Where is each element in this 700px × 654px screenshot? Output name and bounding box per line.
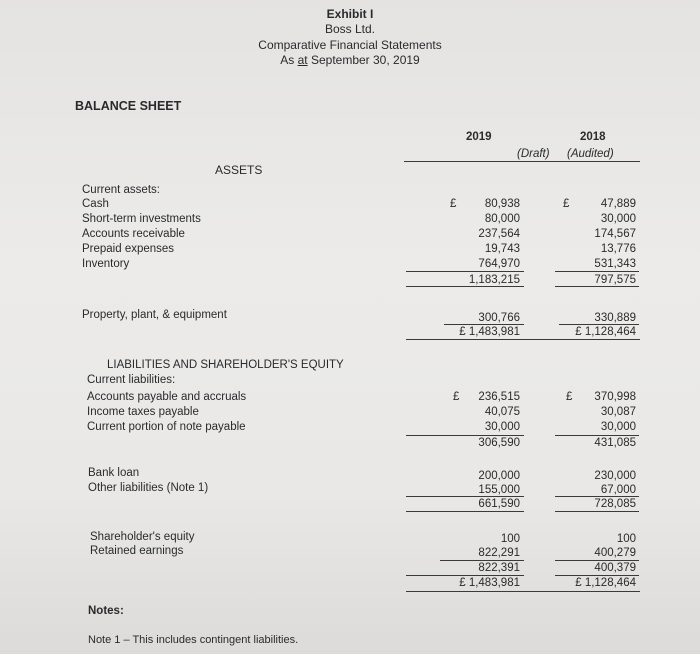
- line-item-label: Accounts receivable: [82, 228, 185, 240]
- ppe-2019: 300,766: [478, 312, 520, 324]
- currency-symbol: £: [563, 198, 570, 210]
- date-suffix: September 30, 2019: [307, 53, 420, 67]
- col-2018-status: (Audited): [567, 148, 614, 160]
- liab-total-underline-2019: [406, 511, 524, 512]
- share-capital-2018: 100: [616, 533, 636, 545]
- equity-rule-2019: [440, 560, 524, 561]
- bank-loan-2018: 230,000: [594, 470, 636, 482]
- asset-total-rule-2018: [555, 286, 639, 287]
- ppe-label: Property, plant, & equipment: [82, 309, 227, 321]
- header-rule: [404, 161, 640, 162]
- currency-symbol: £: [450, 198, 457, 210]
- line-item-label: Prepaid expenses: [82, 243, 175, 255]
- share-capital-2019: 100: [500, 533, 520, 545]
- date-prefix: As: [280, 53, 298, 67]
- current-assets-total-2018: 797,575: [594, 274, 636, 286]
- total-assets-2019: £ 1,483,981: [459, 326, 520, 338]
- ppe-2018: 330,889: [594, 312, 636, 324]
- other-liabilities-2019: 155,000: [478, 484, 520, 496]
- line-item-2018: 30,000: [600, 421, 636, 433]
- bank-loan-label: Bank loan: [88, 467, 140, 479]
- asset-total-rule-2019: [406, 286, 524, 287]
- company-name: Boss Ltd.: [324, 22, 376, 36]
- col-2018-header: 2018: [580, 131, 606, 143]
- asset-subtotal-rule-2019: [406, 271, 524, 272]
- notes-heading: Notes:: [88, 605, 124, 617]
- current-liabilities-total-2018: 431,085: [594, 437, 636, 449]
- ppe-rule-2019: [444, 324, 524, 325]
- exhibit-label: Exhibit I: [326, 7, 374, 21]
- col-2019-status: (Draft): [517, 148, 550, 160]
- liabilities-heading: LIABILITIES AND SHAREHOLDER'S EQUITY: [107, 359, 344, 371]
- col-2019-header: 2019: [466, 131, 492, 143]
- line-item-2019: 237,564: [478, 228, 520, 240]
- section-title: BALANCE SHEET: [75, 99, 182, 113]
- line-item-2018: 531,343: [594, 258, 636, 270]
- line-item-label: Current portion of note payable: [87, 421, 246, 433]
- current-liabilities-total-2019: 306,590: [478, 437, 520, 449]
- retained-earnings-label: Retained earnings: [90, 545, 184, 557]
- line-item-2018: 370,998: [594, 391, 636, 403]
- currency-symbol: £: [453, 391, 460, 403]
- line-item-label: Income taxes payable: [87, 406, 199, 418]
- note-1: Note 1 – This includes contingent liabilities.: [88, 634, 299, 646]
- current-assets-heading: Current assets:: [82, 184, 160, 196]
- currency-symbol: £: [566, 391, 573, 403]
- asset-subtotal-rule-2018: [555, 271, 639, 272]
- line-item-2019: 80,938: [484, 198, 520, 210]
- line-item-2019: 19,743: [484, 243, 520, 255]
- equity-total-2018: 400,379: [594, 562, 636, 574]
- shareholders-equity-label: Shareholder's equity: [90, 531, 195, 543]
- ppe-rule-2018: [559, 324, 639, 325]
- total-liabilities-2018: 728,085: [594, 498, 636, 510]
- line-item-label: Cash: [82, 198, 109, 210]
- line-item-2019: 80,000: [484, 213, 520, 225]
- total-assets-2018: £ 1,128,464: [575, 326, 636, 338]
- statement-date: [200, 52, 500, 68]
- equity-total-2019: 822,391: [478, 562, 520, 574]
- current-assets-total-2019: 1,183,215: [468, 274, 520, 286]
- equity-rule-2018: [555, 560, 639, 561]
- equity-total-rule-2019: [406, 575, 524, 576]
- total-assets-rule: [406, 339, 640, 340]
- grand-total-2019: £ 1,483,981: [459, 577, 520, 589]
- equity-total-rule-2018: [555, 575, 639, 576]
- current-liabilities-heading: Current liabilities:: [87, 374, 176, 386]
- other-liabilities-2018: 67,000: [600, 484, 636, 496]
- line-item-label: Accounts payable and accruals: [87, 391, 247, 403]
- line-item-2018: 47,889: [600, 198, 636, 210]
- line-item-label: Short-term investments: [82, 213, 201, 225]
- line-item-2018: 30,000: [600, 213, 636, 225]
- line-item-2018: 13,776: [600, 243, 636, 255]
- bank-loan-2019: 200,000: [478, 470, 520, 482]
- liab-total-underline-2018: [555, 511, 639, 512]
- line-item-2018: 30,087: [600, 406, 636, 418]
- date-at: at: [297, 53, 308, 67]
- grand-total-rule: [406, 591, 640, 592]
- retained-earnings-2019: 822,291: [478, 547, 520, 559]
- grand-total-2018: £ 1,128,464: [575, 577, 636, 589]
- total-liabilities-2019: 661,590: [478, 498, 520, 510]
- liab-subtotal-rule-2018: [555, 435, 639, 436]
- line-item-2019: 764,970: [478, 258, 520, 270]
- other-liabilities-label: Other liabilities (Note 1): [88, 482, 209, 494]
- liab-subtotal-rule-2019: [406, 435, 524, 436]
- line-item-2019: 40,075: [484, 406, 520, 418]
- line-item-2019: 236,515: [478, 391, 520, 403]
- retained-earnings-2018: 400,279: [594, 547, 636, 559]
- line-item-2018: 174,567: [594, 228, 636, 240]
- assets-heading: ASSETS: [215, 163, 263, 177]
- line-item-2019: 30,000: [484, 421, 520, 433]
- line-item-label: Inventory: [82, 258, 130, 270]
- statement-title: Comparative Financial Statements: [258, 38, 442, 52]
- liab-total-rule-2018: [555, 496, 639, 497]
- liab-total-rule-2019: [406, 496, 524, 497]
